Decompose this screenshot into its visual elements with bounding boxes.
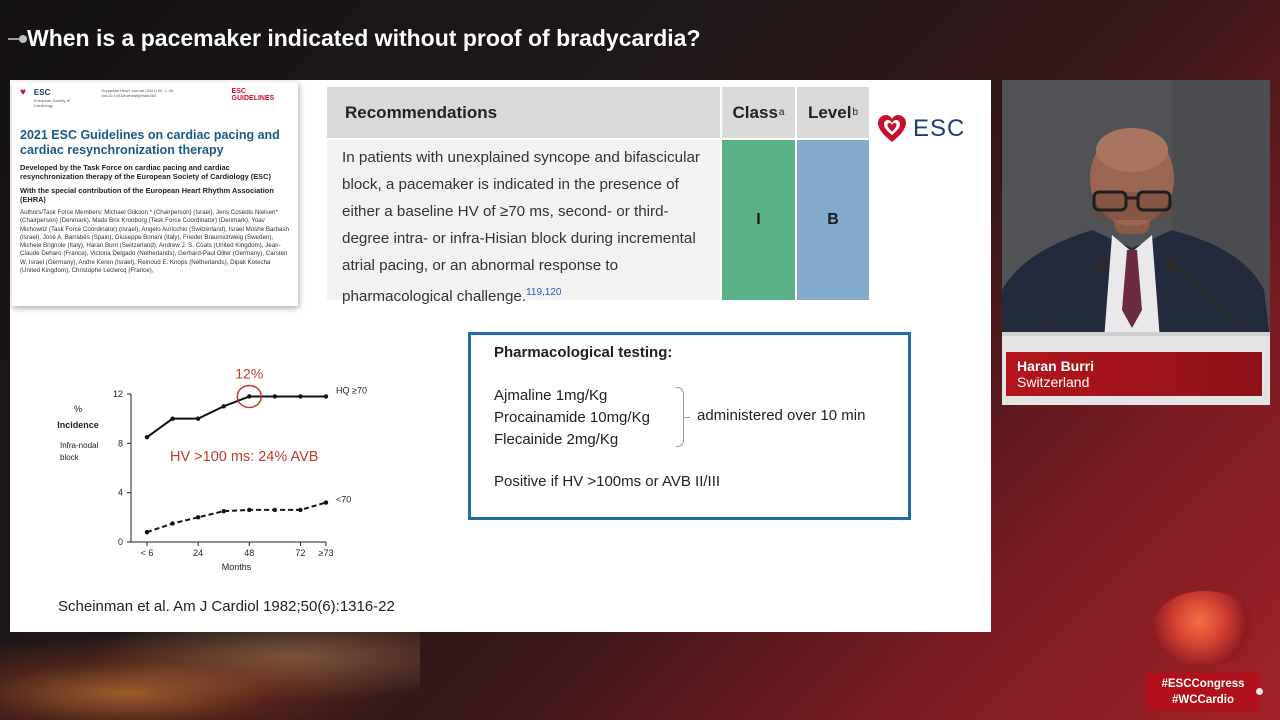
paper-esc-sub: European Society of Cardiology — [33, 98, 70, 108]
paper-contribution: With the special contribution of the European Heart Rhythm Association (EHRA) — [20, 186, 274, 204]
class-cell: I — [722, 140, 795, 300]
indicator-dot — [1256, 688, 1263, 695]
header-recommendations — [327, 87, 720, 138]
positive-criteria: Positive if HV >100ms or AVB II/III — [494, 473, 721, 490]
x-tick-label: 72 — [295, 548, 306, 558]
pharmacological-testing-box — [468, 332, 911, 520]
incidence-chart — [50, 360, 410, 570]
header-level — [797, 87, 869, 138]
drug-list — [494, 385, 650, 451]
header-level-sup: b — [852, 107, 859, 118]
brace-tick — [684, 417, 690, 418]
header-recommendations-label: Recommendations — [345, 102, 498, 122]
level-cell: B — [797, 140, 869, 300]
hashtag-badge — [1146, 673, 1260, 711]
decorative-sparkle-background — [0, 630, 420, 720]
congress-orb-graphic — [1152, 591, 1257, 666]
data-point — [170, 416, 174, 420]
data-point — [247, 508, 251, 512]
series-line — [147, 396, 326, 437]
paper-guidelines-tag: ESC GUIDELINES — [231, 88, 275, 102]
esc-heart-logo-icon — [876, 113, 908, 145]
hv-annotation: HV >100 ms: 24% AVB — [170, 449, 319, 465]
x-tick-label: ≥73 — [318, 548, 334, 558]
esc-heart-icon: ♥ — [20, 87, 26, 98]
hashtag-wccardio: #WCCardio — [1172, 694, 1234, 706]
data-point — [324, 500, 328, 504]
data-point — [145, 435, 149, 439]
header-class-sup: a — [778, 107, 785, 118]
paper-journal: European Heart Journal (2021) 00, 1–94 doi:10.1093/eurheartj/ehab364 — [101, 88, 174, 98]
data-point — [222, 509, 226, 513]
series-line — [147, 503, 326, 533]
data-point — [196, 416, 200, 420]
x-axis-label: Months — [221, 562, 252, 570]
data-point — [247, 394, 251, 398]
pharma-title: Pharmacological testing: — [494, 344, 673, 361]
header-class-label: Class — [732, 102, 778, 122]
title-marker-icon — [8, 38, 22, 40]
esc-logo-text: ESC — [913, 115, 966, 142]
speaker-country: Switzerland — [1017, 374, 1090, 390]
y-tick-label: 4 — [117, 487, 123, 498]
drug-item: Ajmaline 1mg/Kg — [494, 387, 608, 404]
speaker-caption — [1006, 352, 1262, 396]
data-point — [324, 394, 328, 398]
x-tick-label: 48 — [244, 548, 255, 558]
speaker-name: Haran Burri — [1017, 358, 1095, 374]
recommendation-text — [327, 140, 720, 306]
data-point — [298, 508, 302, 512]
guideline-paper-thumbnail — [12, 82, 298, 306]
recommendation-table — [327, 87, 869, 306]
y-axis-label: Infra-nodal — [60, 441, 99, 450]
paper-esc-block — [34, 88, 90, 108]
series-label: HQ ≥70 — [336, 385, 367, 396]
y-axis-label: Incidence — [57, 420, 99, 430]
paper-esc-label: ESC — [33, 88, 51, 97]
y-axis-label: % — [73, 404, 83, 414]
x-tick-label: < 6 — [140, 548, 154, 558]
header-class — [722, 87, 795, 138]
callout-label: 12% — [235, 365, 264, 382]
y-tick-label: 8 — [117, 438, 123, 449]
header-level-label: Level — [807, 102, 852, 122]
esc-logo — [876, 113, 965, 145]
data-point — [145, 530, 149, 534]
page-title: When is a pacemaker indicated without proof of bradycardia? — [27, 25, 701, 51]
drug-item: Flecainide 2mg/Kg — [494, 431, 619, 448]
brace-decoration — [676, 387, 684, 447]
data-point — [273, 394, 277, 398]
series-label: <70 — [336, 494, 352, 505]
x-tick-label: 24 — [193, 548, 204, 558]
data-point — [222, 404, 226, 408]
paper-title: 2021 ESC Guidelines on cardiac pacing and cardiac resynchronization therapy — [20, 128, 280, 157]
data-point — [298, 394, 302, 398]
paper-authors: Authors/Task Force Members: Michael Glikson * (Chairperson) (Israel), Jens Cosedis Nielsen* (Chairperson) (Denmark), Mads Brix Kronborg (Task Force Coordinator) (Denmark), Yoav Michowitz (Task Force Coordinator) (Israel), Angelo Auricchio (Switzerland), Israel Moshe Barbash (Israel), José A. Barrabés (Spain), Giuseppe Boriani (Italy), Frieder Braunschweig (Sweden), Michele Brignole (Italy), Haran Burri (Switzerland), Andrew J. S. Coats (United Kingdom), Jean-Claude Deharo (France), Victoria Delgado (Netherlands), Gerhard-Paul Diller (Germany), Carsten W. Israel (Germany), Andre Keren (Israel), Reinoud E. Knops (Netherlands), Dipak Kotecha (United Kingdom), Christophe Leclercq (France), — [20, 209, 289, 275]
hashtag-esccongress: #ESCCongress — [1161, 678, 1245, 690]
y-tick-label: 0 — [117, 537, 123, 547]
recommendation-body: In patients with unexplained syncope and bifascicular block, a pacemaker is indicated in the presence of either a baseline HV of ≥70 ms, second- or third-degree intra- or infra-Hisian block during incremental atrial pacing, or an abnormal response to pharmacological challenge. — [342, 149, 700, 306]
citation: Scheinman et al. Am J Cardiol 1982;50(6):1316-22 — [58, 598, 395, 615]
data-point — [196, 515, 200, 519]
y-axis-label: block — [60, 453, 79, 462]
data-point — [273, 508, 277, 512]
paper-developed-by: Developed by the Task Force on cardiac pacing and cardiac resynchronization therapy of the European Society of Cardiology (ESC) — [20, 163, 271, 181]
recommendation-refs: 119,120 — [526, 287, 562, 298]
data-point — [170, 521, 174, 525]
presentation-slide — [10, 80, 991, 632]
paper-header — [20, 88, 290, 126]
drug-item: Procainamide 10mg/Kg — [494, 409, 650, 426]
administered-note: administered over 10 min — [697, 407, 866, 424]
y-tick-label: 12 — [112, 389, 123, 399]
